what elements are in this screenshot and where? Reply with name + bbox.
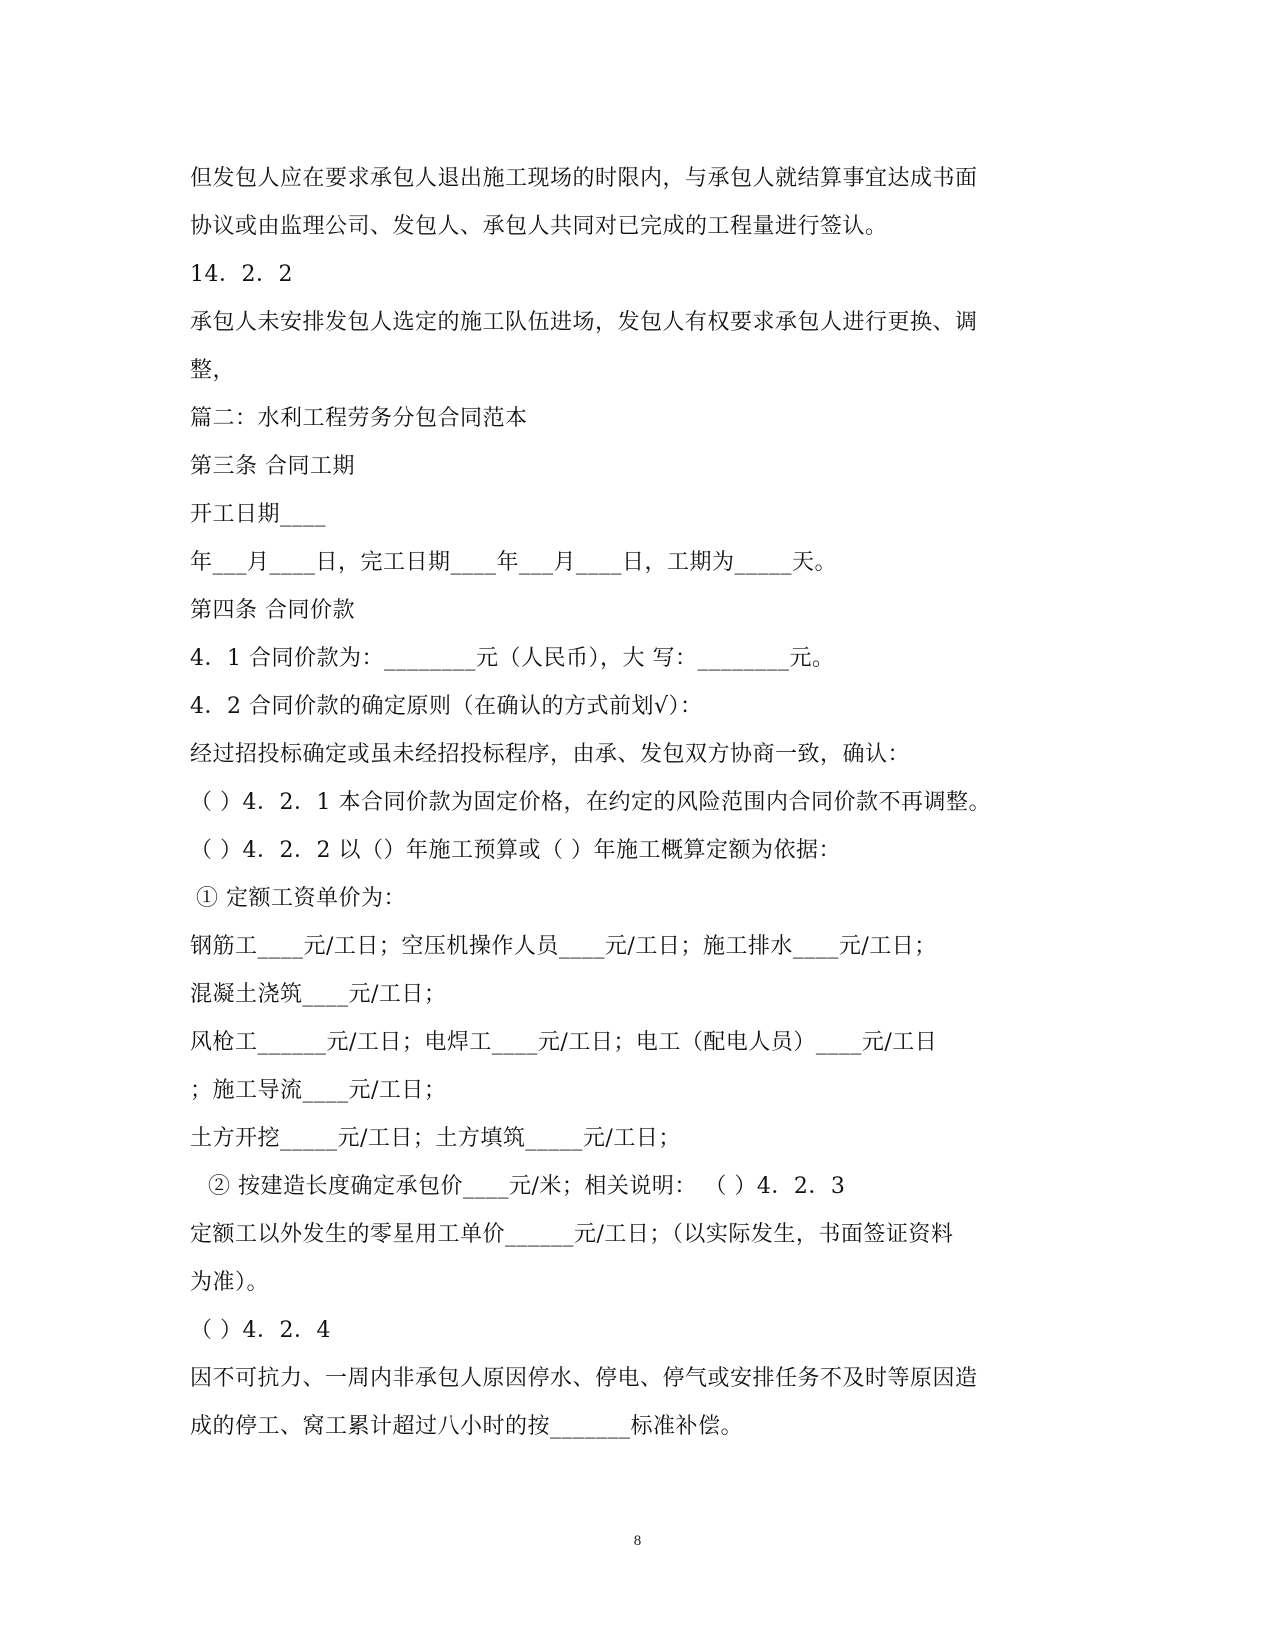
text-line: ；施工导流____元/工日； — [190, 1078, 447, 1103]
text-line: （ ）4．2．4 — [190, 1318, 331, 1343]
text-line: 风枪工______元/工日；电焊工____元/工日；电工（配电人员）____元/工日 — [190, 1030, 938, 1055]
section-title: 篇二：水利工程劳务分包合同范本 — [190, 406, 528, 431]
text-line: 混凝土浇筑____元/工日； — [190, 982, 447, 1007]
text-line: ① 定额工资单价为： — [196, 886, 406, 911]
text-line: （ ）4．2．1 本合同价款为固定价格，在约定的风险范围内合同价款不再调整。 — [190, 790, 991, 815]
text-line: 协议或由监理公司、发包人、承包人共同对已完成的工程量进行签认。 — [190, 214, 888, 239]
text-line: 经过招投标确定或虽未经招投标程序，由承、发包双方协商一致，确认： — [190, 742, 911, 767]
text-line: 整， — [190, 358, 236, 383]
article-heading: 第四条 合同价款 — [190, 598, 355, 623]
text-line: ② 按建造长度确定承包价____元/米；相关说明： （ ）4．2．3 — [208, 1174, 846, 1199]
article-heading: 第三条 合同工期 — [190, 454, 355, 479]
text-line: 4．1 合同价款为：________元（人民币），大 写：________元。 — [190, 646, 835, 671]
text-line: 钢筋工____元/工日；空压机操作人员____元/工日；施工排水____元/工日； — [190, 934, 937, 959]
text-line: 承包人未安排发包人选定的施工队伍进场，发包人有权要求承包人进行更换、调 — [190, 310, 978, 335]
document-body — [190, 155, 1070, 1451]
text-line: 土方开挖_____元/工日；土方填筑_____元/工日； — [190, 1126, 681, 1151]
text-line: （ ）4．2．2 以（）年施工预算或（ ）年施工概算定额为依据： — [190, 838, 841, 863]
text-line: 因不可抗力、一周内非承包人原因停水、停电、停气或安排任务不及时等原因造 — [190, 1366, 978, 1391]
text-line: 成的停工、窝工累计超过八小时的按_______标准补偿。 — [190, 1414, 744, 1439]
text-line: 4．2 合同价款的确定原则（在确认的方式前划√）： — [190, 694, 703, 719]
text-line: 但发包人应在要求承包人退出施工现场的时限内，与承包人就结算事宜达成书面 — [190, 166, 978, 191]
text-line: 开工日期____ — [190, 502, 327, 527]
page-number: 8 — [633, 1533, 642, 1549]
clause-number: 14．2．2 — [190, 262, 293, 287]
text-line: 为准）。 — [190, 1270, 270, 1295]
text-line: 定额工以外发生的零星用工单价______元/工日；（以实际发生，书面签证资料 — [190, 1222, 954, 1247]
text-line: 年___月____日，完工日期____年___月____日，工期为_____天。 — [190, 550, 838, 575]
